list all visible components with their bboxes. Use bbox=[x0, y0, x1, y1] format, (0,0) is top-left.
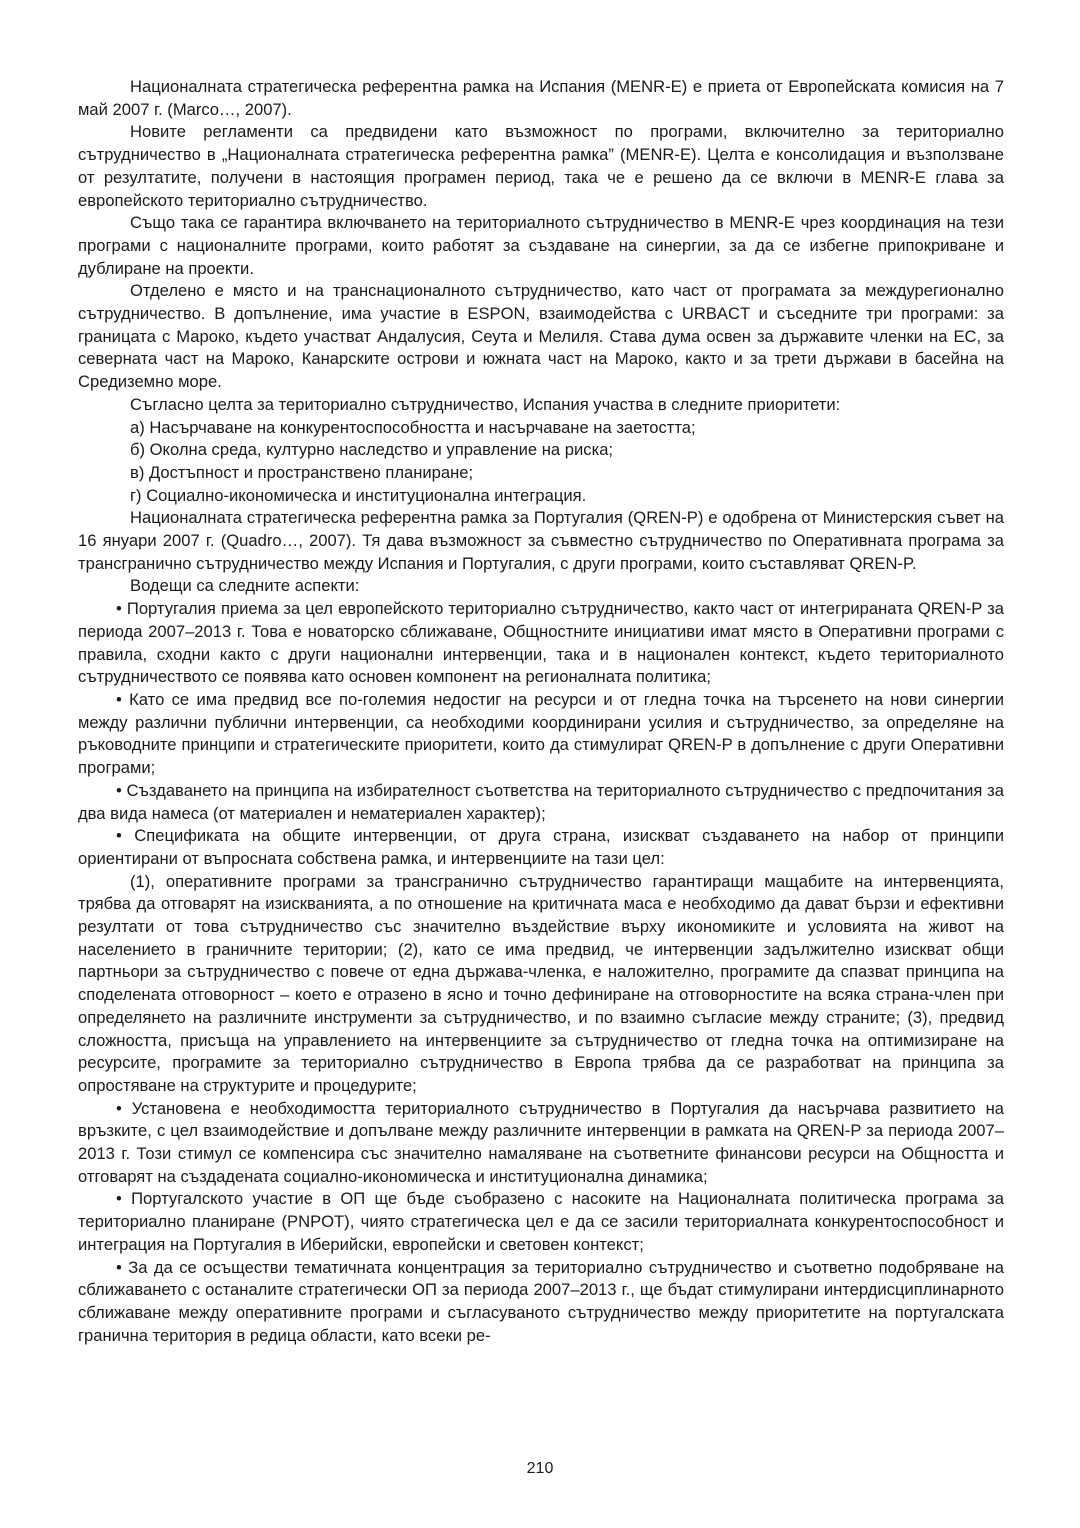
paragraph-aspects-intro: Водещи са следните аспекти: bbox=[130, 576, 360, 596]
paragraph-new-regulations: Новите регламенти са предвидени като възможност по програми, включително за териториално сътрудничество в „Националната стратегическа референтна рамка” (MENR-E). Целта е консолидация и възползване от резултатите, получени в настоящия програмен период, така че е решено да се включи в MENR-E глава за европейското териториално сътрудничество. bbox=[78, 122, 1004, 210]
bullet-selectivity: • Създаването на принципа на избирателност съответства на териториалното сътрудничество с предпочитания за два вида намеса (от материален и нематериален характер); bbox=[78, 780, 1004, 823]
bullet-links-development: • Установена е необходимостта териториалното сътрудничество в Португалия да насърчава развитието на връзките, с цел взаимодействие и допълване между различните интервенции в рамката на QREN-P за периода 2007–2013 г. Този стимул се компенсира със значително намаляване на съответните финансови ресурси на Общността и отговарят на създадената социално-икономическа и институционална динамика; bbox=[78, 1098, 1004, 1186]
paragraph-coordination: Също така се гарантира включването на териториалното сътрудничество в MENR-E чрез координация на тези програми с националните програми, които работят за създаване на синергии, за да се избегне припокриване и дублиране на проекти. bbox=[78, 213, 1004, 278]
paragraph-numbered-principles: (1), оперативните програми за трансгранично сътрудничество гарантиращи мащабите на интервенцията, трябва да отговарят на изискванията, а по отношение на критичната маса е необходимо да дават бързи и ефективни резултати от това сътрудничество със значително въздействие върху икономиките и условията на живот на населението в граничните територии; (2), като се има предвид, че интервенции задължително изискват общи партньори за сътрудничество с повече от една държава-членка, е наложително, програмите да спазват принципа на споделената отговорност – което е отразено в ясно и точно дефиниране на отговорностите на всяка страна-член при определянето на различните инструменти за сътрудничество, и по взаимно съгласие между страните; (3), предвид сложността, присъща на управлението на интервенциите за сътрудничество от гледна точка на оптимизиране на ресурсите, програмите за териториално сътрудничество в Европа трябва да се разработват на принципа за опростяване на структурите и процедурите; bbox=[78, 871, 1004, 1095]
bullet-resource-shortage: • Като се има предвид все по-големия недостиг на ресурси и от гледна точка на търсенето на нови синергии между различни публични интервенции, са необходими координирани усилия и сътрудничество, за определяне на ръководните принципи и стратегическите приоритети, които да стимулират QREN-P в допълнение с други Оперативни програми; bbox=[78, 689, 1004, 778]
priority-item-b: б) Околна среда, културно наследство и управление на риска; bbox=[130, 440, 614, 460]
bullet-pnpot: • Португалското участие в ОП ще бъде съобразено с насоките на Националната политическа програма за териториално планиране (PNPOT), чиято стратегическа цел е да се засили териториалната конкурентоспособност и интеграция на Португалия в Иберийски, европейски и световен контекст; bbox=[78, 1189, 1004, 1254]
priority-item-d: г) Социално-икономическа и институционална интеграция. bbox=[130, 485, 587, 505]
page-body bbox=[78, 76, 1004, 1347]
paragraph-menr-e-adopted: Националната стратегическа референтна рамка на Испания (MENR-E) е приета от Европейската комисия на 7 май 2007 г. (Marco…, 2007). bbox=[78, 77, 1004, 119]
priority-item-c: в) Достъпност и пространствено планиране; bbox=[130, 462, 474, 482]
page-number: 210 bbox=[526, 1460, 554, 1477]
priority-item-a: а) Насърчаване на конкурентоспособността и насърчаване на заетостта; bbox=[130, 417, 696, 437]
paragraph-transnational: Отделено е място и на транснационалното сътрудничество, като част от програмата за междурегионално сътрудничество. В допълнение, има участие в ESPON, взаимодейства с URBACT и съседните три програми: за границата с Мароко, където участват Андалусия, Сеута и Мелиля. Става дума освен за държавите членки на ЕС, за северната част на Мароко, Канарските острови и южната част на Мароко, както и за трети държави в басейна на Средиземно море. bbox=[78, 281, 1004, 392]
bullet-thematic-concentration: • За да се осъществи тематичната концентрация за териториално сътрудничество и съответно подобряване на сближаването с останалите стратегически ОП за периода 2007–2013 г., ще бъдат стимулирани интердисциплинарното сближаване между оперативните програми и съгласуваното сътрудничество между приоритетите на португалската гранична територия в редица области, като всеки ре- bbox=[78, 1257, 1004, 1345]
bullet-specifics: • Спецификата на общите интервенции, от друга страна, изискват създаването на набор от принципи ориентирани от въпросната собствена рамка, и интервенциите на тази цел: bbox=[78, 826, 1004, 868]
paragraph-priorities-intro: Съгласно целта за териториално сътрудничество, Испания участва в следните приоритети: bbox=[130, 394, 841, 414]
paragraph-qren-p: Националната стратегическа референтна рамка за Португалия (QREN-P) е одобрена от Министерския съвет на 16 януари 2007 г. (Quadro…, 2007). Тя дава възможност за съвместно сътрудничество по Оперативната програма за трансгранично сътрудничество между Испания и Португалия, с други програми, които съставляват QREN-P. bbox=[78, 508, 1004, 573]
bullet-european-cooperation: • Португалия приема за цел европейското териториално сътрудничество, както част от интегрираната QREN-P за периода 2007–2013 г. Това е новаторско сближаване, Общностните инициативи имат място в Оперативни програми с правила, сходни както с други национални интервенции, така и в национален контекст, където териториалното сътрудничеството се появява като основен компонент на регионалната политика; bbox=[78, 599, 1004, 687]
